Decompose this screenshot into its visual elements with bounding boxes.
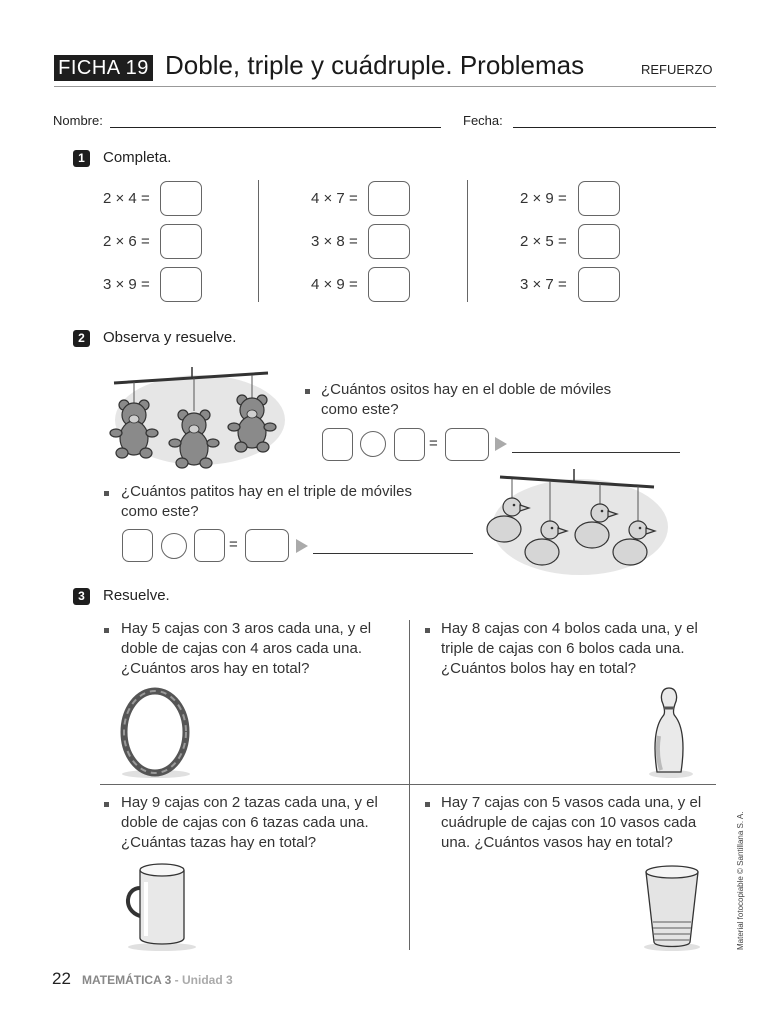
- date-field[interactable]: [513, 127, 716, 128]
- question-ducks: ¿Cuántos patitos hay en el triple de móviles como este?: [121, 483, 412, 520]
- equation-label: 2 × 4 =: [103, 190, 150, 207]
- operator-circle[interactable]: [360, 431, 386, 457]
- bullet-icon: [104, 491, 109, 496]
- grid-vertical-divider: [409, 620, 410, 950]
- problem-bowling-pins: Hay 8 cajas con 4 bolos cada una, y el triple de cajas con 6 bolos cada una. ¿Cuántos bolos hay en total?: [441, 620, 698, 677]
- section-2-title: Observa y resuelve.: [103, 329, 237, 346]
- arrow-right-icon: [495, 437, 507, 451]
- answer-box[interactable]: [160, 267, 202, 302]
- bullet-icon: [425, 802, 430, 807]
- column-divider: [467, 180, 468, 302]
- answer-box[interactable]: [160, 224, 202, 259]
- bowling-pin-icon: [645, 686, 695, 778]
- section-3-number: 3: [73, 588, 90, 605]
- footer-book-info: [82, 973, 233, 987]
- date-label: Fecha:: [463, 113, 503, 128]
- question-bears: ¿Cuántos ositos hay en el doble de móviles como este?: [321, 381, 612, 418]
- book-title: MATEMÁTICA 3: [82, 973, 172, 987]
- bullet-icon: [104, 802, 109, 807]
- result-box[interactable]: [245, 529, 289, 562]
- page-title: Doble, triple y cuádruple. Problemas: [165, 50, 585, 80]
- operator-circle[interactable]: [161, 533, 187, 559]
- ficha-label: FICHA 19: [54, 55, 153, 81]
- operand-box[interactable]: [122, 529, 153, 562]
- answer-box[interactable]: [578, 267, 620, 302]
- answer-box[interactable]: [368, 267, 410, 302]
- answer-box[interactable]: [368, 224, 410, 259]
- answer-box[interactable]: [578, 181, 620, 216]
- copyright-credit: Material fotocopiable © Santillana S. A.: [736, 811, 745, 950]
- equation-label: 3 × 7 =: [520, 276, 567, 293]
- answer-box[interactable]: [578, 224, 620, 259]
- name-field[interactable]: [110, 127, 441, 128]
- column-divider: [258, 180, 259, 302]
- problem-mugs: Hay 9 cajas con 2 tazas cada una, y el doble de cajas con 6 tazas cada una. ¿Cuántas tazas hay en total?: [121, 794, 378, 851]
- section-1-number: 1: [73, 150, 90, 167]
- equation-label: 3 × 9 =: [103, 276, 150, 293]
- equals-sign: =: [429, 435, 438, 452]
- section-3-title: Resuelve.: [103, 587, 170, 604]
- equation-label: 3 × 8 =: [311, 233, 358, 250]
- equals-sign: =: [229, 536, 238, 553]
- answer-line[interactable]: [512, 452, 680, 453]
- section-2-number: 2: [73, 330, 90, 347]
- bullet-icon: [305, 389, 310, 394]
- teddy-bear-mobile-illustration: [100, 365, 285, 475]
- hoop-icon: [118, 688, 193, 778]
- arrow-right-icon: [296, 539, 308, 553]
- equation-label: 2 × 6 =: [103, 233, 150, 250]
- operand-box[interactable]: [194, 529, 225, 562]
- header-divider: [54, 86, 716, 87]
- level-label: REFUERZO: [641, 62, 713, 77]
- operand-box[interactable]: [394, 428, 425, 461]
- grid-horizontal-divider: [100, 784, 716, 785]
- duck-mobile-illustration: [482, 467, 672, 582]
- operand-box[interactable]: [322, 428, 353, 461]
- equation-label: 2 × 5 =: [520, 233, 567, 250]
- problem-glasses: Hay 7 cajas con 5 vasos cada una, y el cuádruple de cajas con 10 vasos cada una. ¿Cuántos vasos hay en total?: [441, 794, 702, 851]
- equation-label: 4 × 7 =: [311, 190, 358, 207]
- equation-label: 2 × 9 =: [520, 190, 567, 207]
- answer-box[interactable]: [368, 181, 410, 216]
- glass-icon: [640, 864, 704, 952]
- bullet-icon: [425, 628, 430, 633]
- bullet-icon: [104, 628, 109, 633]
- page-number: 22: [52, 969, 71, 988]
- section-1-title: Completa.: [103, 149, 172, 166]
- problem-hoops: Hay 5 cajas con 3 aros cada una, y el doble de cajas con 4 aros cada una. ¿Cuántos aros hay en total?: [121, 620, 372, 677]
- answer-line[interactable]: [313, 553, 473, 554]
- unit-label: Unidad 3: [182, 973, 233, 987]
- mug-icon: [120, 862, 200, 952]
- result-box[interactable]: [445, 428, 489, 461]
- name-label: Nombre:: [53, 113, 103, 128]
- equation-label: 4 × 9 =: [311, 276, 358, 293]
- answer-box[interactable]: [160, 181, 202, 216]
- footer-separator: -: [171, 973, 182, 987]
